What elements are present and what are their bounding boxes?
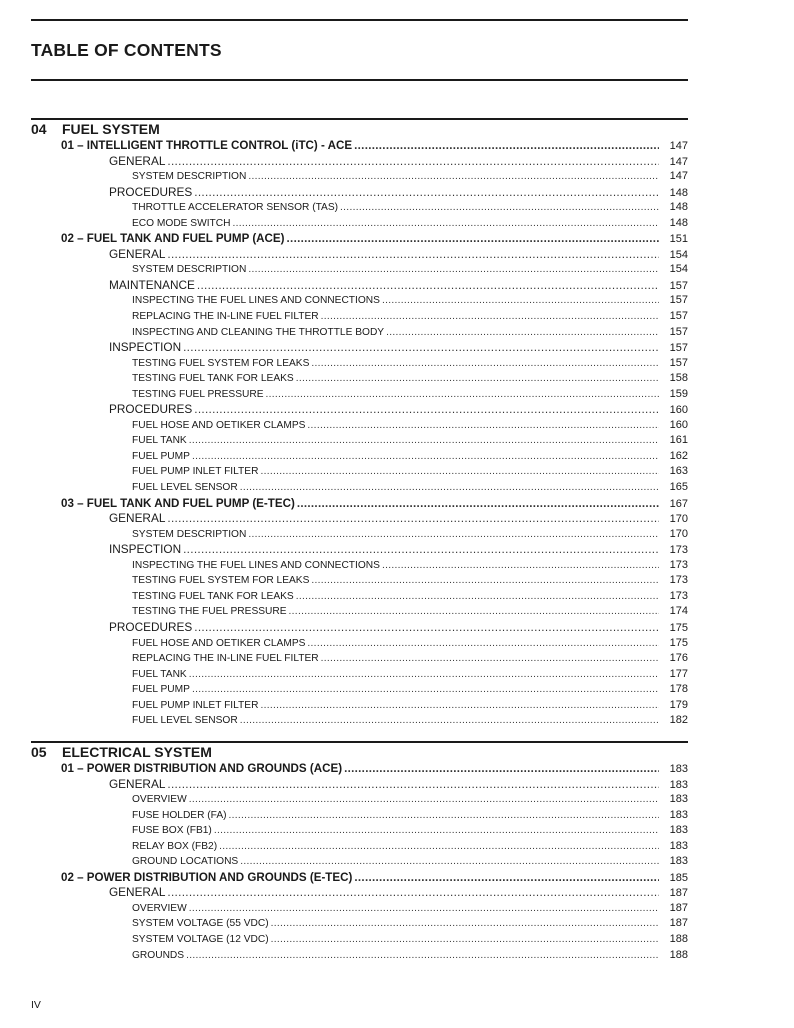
- toc-entry-level-3[interactable]: [31, 651, 688, 667]
- toc-entry-label: SYSTEM DESCRIPTION: [132, 528, 247, 540]
- toc-entry-level-3[interactable]: [31, 527, 688, 543]
- toc-entry-page: 162: [669, 449, 688, 462]
- dot-leader: [311, 573, 659, 589]
- toc-entry-level-3[interactable]: [31, 200, 688, 216]
- section-title: ELECTRICAL SYSTEM: [62, 744, 212, 760]
- toc-entry-page: 157: [669, 342, 688, 355]
- toc-entry-label: SYSTEM VOLTAGE (55 VDC): [132, 918, 269, 930]
- dot-leader: [194, 620, 659, 636]
- toc-entry-page: 157: [669, 356, 688, 369]
- toc-entry-page: 157: [669, 310, 688, 323]
- toc-entry-level-3[interactable]: [31, 604, 688, 620]
- toc-entry-level-3[interactable]: [31, 713, 688, 729]
- toc-entry-page: 151: [669, 233, 688, 246]
- toc-entry-page: 165: [669, 481, 688, 494]
- dot-leader: [382, 558, 659, 574]
- toc-entry-level-3[interactable]: [31, 916, 688, 932]
- toc-entry-page: 183: [669, 824, 688, 837]
- toc-entry-level-3[interactable]: [31, 387, 688, 403]
- toc-entry-label: FUEL PUMP INLET FILTER: [132, 699, 259, 711]
- dot-leader: [248, 262, 659, 278]
- toc-entry-label: THROTTLE ACCELERATOR SENSOR (TAS): [132, 202, 339, 214]
- section-heading: [31, 743, 688, 761]
- toc-entry-page: 173: [669, 589, 688, 602]
- toc-entry-level-3[interactable]: [31, 262, 688, 278]
- toc-entry-label: FUEL HOSE AND OETIKER CLAMPS: [132, 419, 306, 431]
- toc-entry-level-3[interactable]: [31, 589, 688, 605]
- toc-entry-label: ECO MODE SWITCH: [132, 217, 231, 229]
- toc-entry-label: GENERAL: [109, 153, 166, 168]
- toc-entry-label: FUSE BOX (FB1): [132, 825, 212, 837]
- toc-entry-page: 183: [669, 808, 688, 821]
- toc-entry-level-3[interactable]: [31, 216, 688, 232]
- toc-entry-level-2[interactable]: [31, 185, 688, 201]
- toc-entry-label: REPLACING THE IN-LINE FUEL FILTER: [132, 311, 319, 323]
- dot-leader: [186, 948, 659, 964]
- top-rule: [31, 19, 688, 21]
- toc-entry-label: TESTING FUEL TANK FOR LEAKS: [132, 373, 294, 385]
- toc-entry-level-1[interactable]: [31, 231, 688, 247]
- toc-entry-level-2[interactable]: [31, 402, 688, 418]
- toc-entry-label: FUEL LEVEL SENSOR: [132, 482, 238, 494]
- section-title: FUEL SYSTEM: [62, 121, 160, 137]
- toc-entry-label: FUEL TANK: [132, 435, 187, 447]
- toc-entry-label: MAINTENANCE: [109, 277, 195, 292]
- toc-section-electrical-system: [31, 743, 688, 963]
- toc-entry-page: 178: [669, 683, 688, 696]
- toc-entry-page: 154: [669, 263, 688, 276]
- toc-entry-label: INSPECTING THE FUEL LINES AND CONNECTIONS: [132, 559, 380, 571]
- toc-entry-page: 183: [669, 763, 688, 775]
- toc-entry-label: INSPECTING THE FUEL LINES AND CONNECTIONS: [132, 295, 380, 307]
- toc-entry-level-3[interactable]: [31, 932, 688, 948]
- dot-leader: [240, 713, 659, 729]
- dot-leader: [219, 839, 659, 855]
- section-number: 04: [31, 121, 47, 137]
- toc-entry-level-3[interactable]: [31, 371, 688, 387]
- toc-entry-level-2[interactable]: [31, 542, 688, 558]
- toc-entry-label: GROUNDS: [132, 949, 185, 961]
- toc-entry-page: 174: [669, 605, 688, 618]
- toc-entry-level-3[interactable]: [31, 309, 688, 325]
- toc-entry-page: 154: [669, 248, 688, 261]
- toc-entry-level-3[interactable]: [31, 792, 688, 808]
- dot-leader: [289, 604, 659, 620]
- toc-entry-page: 163: [669, 465, 688, 478]
- toc-section-fuel-system: [31, 120, 688, 729]
- dot-leader: [183, 340, 659, 356]
- toc-entry-page: 188: [669, 948, 688, 961]
- toc-entry-page: 157: [669, 325, 688, 338]
- toc-entry-page: 176: [669, 652, 688, 665]
- toc-entry-page: 147: [669, 170, 688, 183]
- toc-entry-level-2[interactable]: [31, 777, 688, 793]
- toc-entry-label: TESTING FUEL PRESSURE: [132, 388, 264, 400]
- dot-leader: [287, 231, 659, 247]
- toc-entry-label: 01 – INTELLIGENT THROTTLE CONTROL (iTC) - ACE: [61, 139, 353, 152]
- dot-leader: [192, 449, 659, 465]
- toc-entry-page: 157: [669, 294, 688, 307]
- toc-entry-page: 188: [669, 933, 688, 946]
- toc-entry-label: TESTING THE FUEL PRESSURE: [132, 606, 287, 618]
- toc-entry-page: 157: [669, 279, 688, 292]
- toc-entry-level-3[interactable]: [31, 823, 688, 839]
- toc-entry-level-3[interactable]: [31, 682, 688, 698]
- toc-entries: [31, 761, 688, 963]
- toc-entry-level-3[interactable]: [31, 169, 688, 185]
- toc-entry-page: 161: [669, 434, 688, 447]
- toc-entry-page: 158: [669, 372, 688, 385]
- toc-entry-label: INSPECTING AND CLEANING THE THROTTLE BODY: [132, 326, 385, 338]
- toc-entry-page: 173: [669, 558, 688, 571]
- toc-entry-page: 187: [669, 887, 688, 900]
- toc-entry-level-3[interactable]: [31, 667, 688, 683]
- page-title: TABLE OF CONTENTS: [31, 40, 222, 60]
- toc-entry-label: RELAY BOX (FB2): [132, 840, 218, 852]
- dot-leader: [386, 325, 659, 341]
- dot-leader: [340, 200, 659, 216]
- dot-leader: [240, 854, 659, 870]
- toc-entry-page: 148: [669, 216, 688, 229]
- toc-entry-page: 183: [669, 855, 688, 868]
- toc-entry-level-3[interactable]: [31, 948, 688, 964]
- toc-entry-label: SYSTEM DESCRIPTION: [132, 171, 247, 183]
- toc-entry-label: 02 – FUEL TANK AND FUEL PUMP (ACE): [61, 232, 285, 246]
- title-rule: [31, 79, 688, 81]
- toc-entry-level-3[interactable]: [31, 573, 688, 589]
- toc-entry-label: GENERAL: [109, 246, 166, 261]
- toc-entries: [31, 138, 688, 729]
- toc-entry-level-1[interactable]: [31, 761, 688, 777]
- dot-leader: [344, 761, 659, 777]
- dot-leader: [232, 216, 659, 232]
- toc-entry-label: FUEL PUMP: [132, 450, 190, 462]
- toc-entry-level-3[interactable]: [31, 325, 688, 341]
- section-heading: [31, 120, 688, 138]
- toc-entry-level-2[interactable]: [31, 885, 688, 901]
- toc-entry-label: TESTING FUEL SYSTEM FOR LEAKS: [132, 357, 310, 369]
- toc-entry-page: 148: [669, 186, 688, 199]
- toc-entry-label: FUEL PUMP: [132, 684, 190, 696]
- toc-entry-level-3[interactable]: [31, 808, 688, 824]
- toc-entry-label: OVERVIEW: [132, 794, 187, 806]
- toc-entry-page: 187: [669, 917, 688, 930]
- toc-entry-level-3[interactable]: [31, 854, 688, 870]
- toc-entry-page: 160: [669, 418, 688, 431]
- page-number: IV: [31, 999, 41, 1011]
- toc-entry-label: SYSTEM VOLTAGE (12 VDC): [132, 934, 269, 946]
- dot-leader: [271, 932, 659, 948]
- toc-entry-label: GENERAL: [109, 511, 166, 526]
- toc-entry-page: 147: [669, 155, 688, 168]
- toc-entry-level-3[interactable]: [31, 449, 688, 465]
- toc-entry-level-2[interactable]: [31, 340, 688, 356]
- dot-leader: [194, 402, 659, 418]
- toc-entry-level-3[interactable]: [31, 901, 688, 917]
- dot-leader: [260, 698, 659, 714]
- toc-entry-label: FUEL TANK: [132, 668, 187, 680]
- toc-entry-level-2[interactable]: [31, 511, 688, 527]
- toc-entry-page: 187: [669, 901, 688, 914]
- toc-entry-level-3[interactable]: [31, 464, 688, 480]
- dot-leader: [248, 527, 659, 543]
- toc-entry-label: GROUND LOCATIONS: [132, 856, 239, 868]
- dot-leader: [197, 278, 659, 294]
- toc-entry-level-1[interactable]: [31, 496, 688, 512]
- toc-entry-label: FUEL PUMP INLET FILTER: [132, 466, 259, 478]
- dot-leader: [297, 496, 659, 512]
- toc-entry-label: TESTING FUEL TANK FOR LEAKS: [132, 590, 294, 602]
- dot-leader: [248, 169, 659, 185]
- dot-leader: [354, 138, 659, 154]
- dot-leader: [307, 636, 659, 652]
- dot-leader: [271, 916, 659, 932]
- dot-leader: [167, 511, 659, 527]
- dot-leader: [192, 682, 659, 698]
- toc-entry-level-3[interactable]: [31, 433, 688, 449]
- toc-entry-label: 01 – POWER DISTRIBUTION AND GROUNDS (ACE): [61, 762, 343, 775]
- toc-entry-level-3[interactable]: [31, 839, 688, 855]
- toc-entry-page: 167: [669, 497, 688, 510]
- toc-entry-page: 170: [669, 513, 688, 526]
- toc-entry-level-2[interactable]: [31, 154, 688, 170]
- toc-entry-page: 148: [669, 201, 688, 214]
- toc-entry-page: 185: [669, 871, 688, 884]
- toc-entry-page: 177: [669, 667, 688, 680]
- toc-entry-page: 170: [669, 527, 688, 540]
- dot-leader: [167, 247, 659, 263]
- dot-leader: [321, 309, 659, 325]
- dot-leader: [307, 418, 659, 434]
- toc-entry-level-3[interactable]: [31, 636, 688, 652]
- toc-entry-level-1[interactable]: [31, 138, 688, 154]
- toc-entry-level-3[interactable]: [31, 356, 688, 372]
- toc-entry-label: SYSTEM DESCRIPTION: [132, 264, 247, 276]
- toc-entry-page: 175: [669, 621, 688, 634]
- toc-entry-label: OVERVIEW: [132, 902, 187, 914]
- toc-entry-page: 182: [669, 714, 688, 727]
- toc-entry-level-3[interactable]: [31, 698, 688, 714]
- dot-leader: [266, 387, 659, 403]
- dot-leader: [194, 185, 659, 201]
- toc-entry-level-3[interactable]: [31, 480, 688, 496]
- toc-entry-page: 160: [669, 404, 688, 417]
- toc-entry-level-2[interactable]: [31, 278, 688, 294]
- toc-entry-label: TESTING FUEL SYSTEM FOR LEAKS: [132, 575, 310, 587]
- toc-entry-page: 179: [669, 698, 688, 711]
- dot-leader: [354, 870, 659, 886]
- dot-leader: [214, 823, 659, 839]
- dot-leader: [240, 480, 659, 496]
- toc-entry-label: PROCEDURES: [109, 402, 193, 417]
- toc-entry-label: 02 – POWER DISTRIBUTION AND GROUNDS (E-TEC): [61, 870, 353, 884]
- toc-entry-page: 173: [669, 574, 688, 587]
- dot-leader: [189, 901, 659, 917]
- toc-entry-label: FUEL LEVEL SENSOR: [132, 715, 238, 727]
- toc-entry-label: PROCEDURES: [109, 619, 193, 634]
- toc-entry-page: 147: [669, 140, 688, 152]
- toc-entry-page: 173: [669, 544, 688, 557]
- dot-leader: [167, 885, 659, 901]
- toc-entry-page: 183: [669, 778, 688, 791]
- toc-entry-page: 159: [669, 387, 688, 400]
- toc-entry-label: INSPECTION: [109, 542, 182, 557]
- dot-leader: [296, 371, 659, 387]
- toc-entry-level-1[interactable]: [31, 870, 688, 886]
- dot-leader: [167, 154, 659, 170]
- toc-entry-level-2[interactable]: [31, 247, 688, 263]
- dot-leader: [167, 777, 659, 793]
- dot-leader: [311, 356, 659, 372]
- toc-entry-label: FUEL HOSE AND OETIKER CLAMPS: [132, 637, 306, 649]
- toc-entry-level-3[interactable]: [31, 293, 688, 309]
- dot-leader: [183, 542, 659, 558]
- toc-entry-label: REPLACING THE IN-LINE FUEL FILTER: [132, 653, 319, 665]
- dot-leader: [189, 433, 659, 449]
- dot-leader: [189, 667, 659, 683]
- toc-entry-page: 183: [669, 793, 688, 806]
- toc-entry-level-3[interactable]: [31, 418, 688, 434]
- toc-entry-label: PROCEDURES: [109, 184, 193, 199]
- dot-leader: [296, 589, 659, 605]
- dot-leader: [189, 792, 659, 808]
- section-number: 05: [31, 744, 47, 760]
- toc-entry-level-3[interactable]: [31, 558, 688, 574]
- dot-leader: [260, 464, 659, 480]
- toc-entry-label: INSPECTION: [109, 340, 182, 355]
- toc-entry-level-2[interactable]: [31, 620, 688, 636]
- dot-leader: [382, 293, 659, 309]
- toc-entry-label: GENERAL: [109, 885, 166, 900]
- toc-entry-label: 03 – FUEL TANK AND FUEL PUMP (E-TEC): [61, 496, 295, 510]
- dot-leader: [229, 808, 659, 824]
- toc-entry-page: 183: [669, 839, 688, 852]
- toc-entry-label: FUSE HOLDER (FA): [132, 809, 227, 821]
- dot-leader: [321, 651, 659, 667]
- toc-entry-page: 175: [669, 636, 688, 649]
- toc-entry-label: GENERAL: [109, 776, 166, 791]
